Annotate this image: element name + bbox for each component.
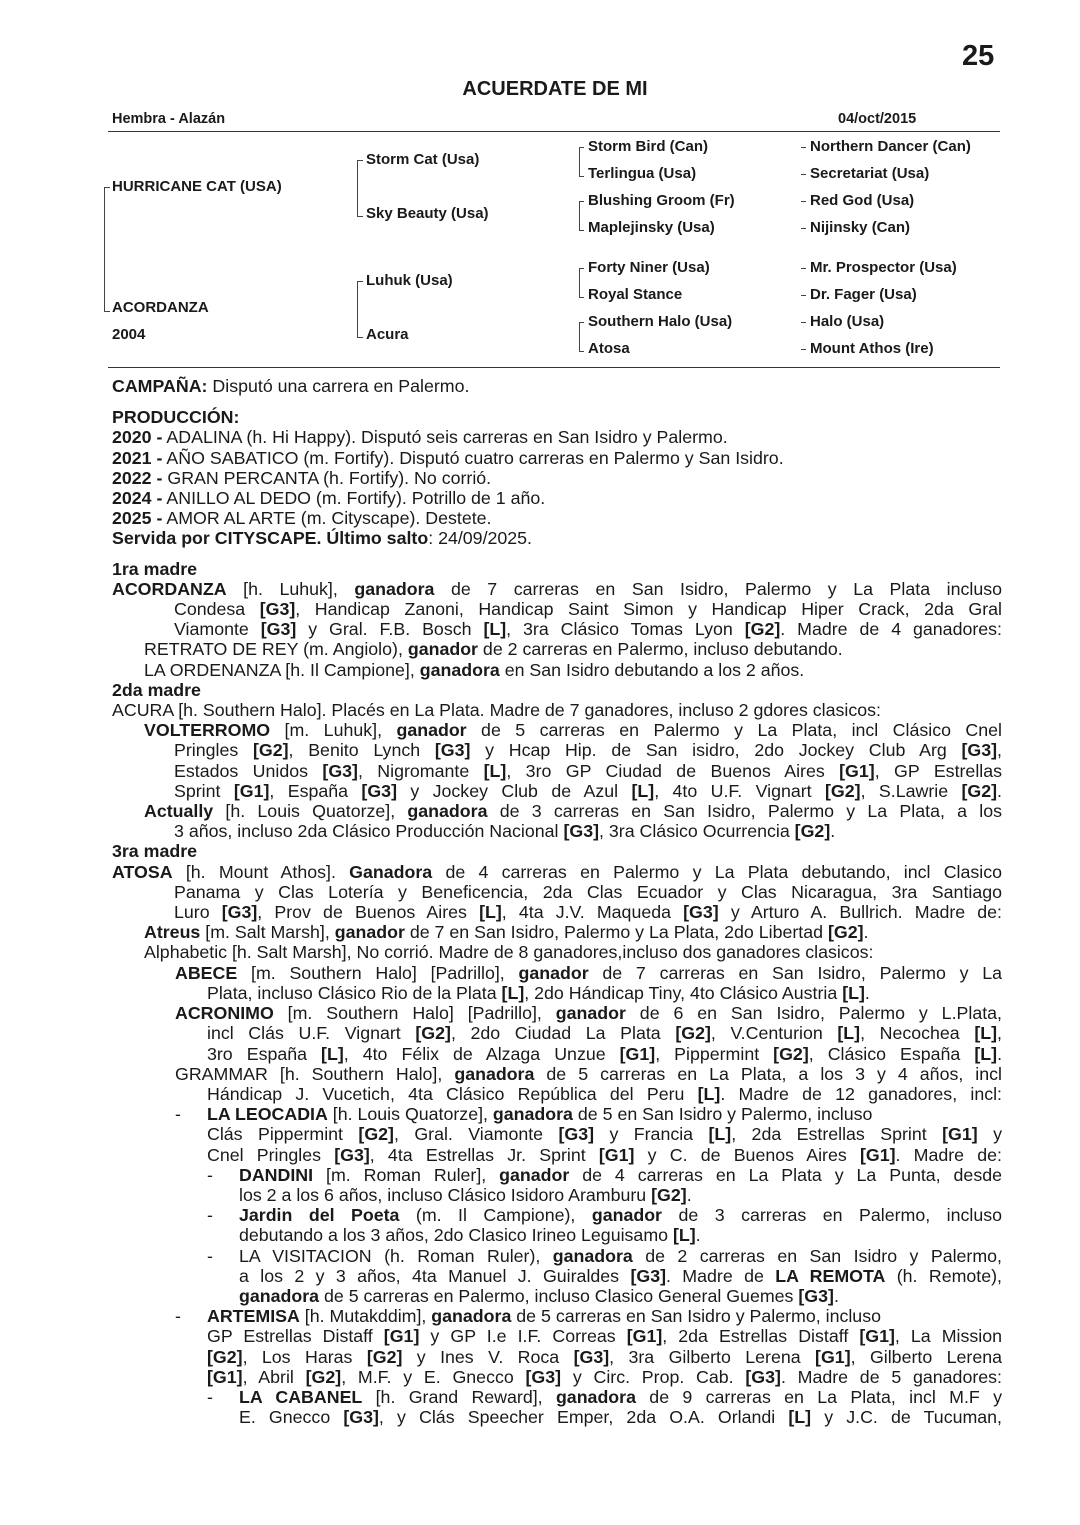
bracket-line xyxy=(801,322,806,323)
produce-entry: - DANDINI [m. Roman Ruler], ganador de 4 carreras en La Plata y La Punta, desde xyxy=(207,1164,1002,1185)
bracket-line xyxy=(357,337,363,338)
bracket-line xyxy=(579,322,580,352)
dam-entry: ACURA [h. Southern Halo]. Placés en La Plata. Madre de 7 ganadores, incluso 2 gdores clasicos: xyxy=(112,700,881,721)
bracket-line xyxy=(579,268,580,298)
first-dam-heading: 1ra madre xyxy=(112,558,198,579)
dam-entry-cont: Panama y Clas Lotería y Beneficencia, 2da Clas Ecuador y Clas Nicaragua, 3ra Santiago xyxy=(174,881,1002,902)
bracket-line xyxy=(801,228,806,229)
bracket-line xyxy=(579,147,580,177)
pedigree-g3: Atosa xyxy=(588,340,630,357)
produce-entry: RETRATO DE REY (m. Angiolo), ganador de 2 carreras en Palermo, incluso debutando. xyxy=(144,639,843,660)
bracket-line xyxy=(357,281,358,338)
pedigree-g3: Blushing Groom (Fr) xyxy=(588,192,735,209)
produce-entry: ABECE [m. Southern Halo] [Padrillo], ganador de 7 carreras en San Isidro, Palermo y La xyxy=(175,962,1002,983)
document-body xyxy=(112,376,1002,1427)
pedigree-g4: Mount Athos (Ire) xyxy=(810,340,934,357)
produce-entry: Alphabetic [h. Salt Marsh], No corrió. Madre de 8 ganadores,incluso dos ganadores clasicos: xyxy=(144,942,874,963)
produce-entry-cont: Sprint [G1], España [G3] y Jockey Club de Azul [L], 4to U.F. Vignart [G2], S.Lawrie [G2]. xyxy=(174,780,1002,801)
bracket-line xyxy=(579,268,584,269)
bracket-line xyxy=(801,147,806,148)
produce-entry: Actually [h. Louis Quatorze], ganadora de 3 carreras en San Isidro, Palermo y La Plata, a los xyxy=(144,801,1002,822)
pedigree-g3: Terlingua (Usa) xyxy=(588,165,697,182)
dam-entry-cont: Condesa [G3], Handicap Zanoni, Handicap Saint Simon y Handicap Hiper Crack, 2da Gral xyxy=(174,599,1002,620)
produce-entry-cont: los 2 a los 6 años, incluso Clásico Isidoro Aramburu [G2]. xyxy=(239,1184,692,1205)
horse-title: ACUERDATE DE MI xyxy=(462,78,648,100)
produce-entry-cont: Pringles [G2], Benito Lynch [G3] y Hcap Hip. de San isidro, 2do Jockey Club Arg [G3], xyxy=(174,740,1002,761)
bracket-line xyxy=(579,230,584,231)
produce-entry: VOLTERROMO [m. Luhuk], ganador de 5 carreras en Palermo y La Plata, incl Clásico Cnel xyxy=(144,720,1002,741)
bracket-line xyxy=(801,349,806,350)
bracket-line xyxy=(801,268,806,269)
produce-entry: - LA VISITACION (h. Roman Ruler), ganadora de 2 carreras en San Isidro y Palermo, xyxy=(207,1245,1002,1266)
dam-entry-cont: Luro [G3], Prov de Buenos Aires [L], 4ta J.V. Maqueda [G3] y Arturo A. Bullrich. Madre de: xyxy=(174,902,1003,923)
produce-entry: LA ORDENANZA [h. Il Campione], ganadora en San Isidro debutando a los 2 años. xyxy=(144,659,805,680)
campaign-text: Disputó una carrera en Palermo. xyxy=(207,376,470,396)
production-item: 2025 - AMOR AL ARTE (m. Cityscape). Destete. xyxy=(112,508,492,529)
dam-entry: ACORDANZA [h. Luhuk], ganadora de 7 carreras en San Isidro, Palermo y La Plata incluso xyxy=(112,578,1002,599)
pedigree-g4: Red God (Usa) xyxy=(810,192,915,209)
produce-entry-cont: GP Estrellas Distaff [G1] y GP I.e I.F. Correas [G1], 2da Estrellas Distaff [G1], La Mission xyxy=(207,1326,1003,1347)
pedigree-g3: Storm Bird (Can) xyxy=(588,138,708,155)
produce-entry-cont: Clás Pippermint [G2], Gral. Viamonte [G3] y Francia [L], 2da Estrellas Sprint [G1] y xyxy=(207,1124,1002,1145)
sex-color: Hembra - Alazán xyxy=(112,111,226,127)
produce-entry-cont: [G1], Abril [G2], M.F. y E. Gnecco [G3] y Circ. Prop. Cab. [G3]. Madre de 5 ganadores: xyxy=(207,1366,1002,1387)
birth-date: 04/oct/2015 xyxy=(838,111,917,127)
bracket-line xyxy=(579,201,584,202)
pedigree-g4: Nijinsky (Can) xyxy=(810,219,911,236)
page-number: 25 xyxy=(962,40,995,72)
bracket-line xyxy=(104,187,110,188)
bracket-line xyxy=(357,160,363,161)
produce-entry-cont: debutando a los 3 años, 2do Clasico Irineo Leguisamo [L]. xyxy=(239,1225,701,1246)
bracket-line xyxy=(579,147,584,148)
pedigree-dam: ACORDANZA xyxy=(112,299,209,316)
pedigree-bottom-rule xyxy=(108,367,1000,368)
pedigree-table xyxy=(0,0,1080,370)
pedigree-g2: Acura xyxy=(366,326,409,343)
pedigree-g3: Royal Stance xyxy=(588,286,683,303)
produce-entry-cont: incl Clás U.F. Vignart [G2], 2do Ciudad La Plata [G2], V.Centurion [L], Necochea [L], xyxy=(207,1023,1002,1044)
campaign-line xyxy=(112,376,1002,396)
dam-entry: ATOSA [h. Mount Athos]. Ganadora de 4 carreras en Palermo y La Plata debutando, incl Clasico xyxy=(112,861,1002,882)
produce-entry-cont: [G2], Los Haras [G2] y Ines V. Roca [G3], 3ra Gilberto Lerena [G1], Gilberto Lerena xyxy=(207,1346,1002,1367)
bracket-line xyxy=(579,351,584,352)
bracket-line xyxy=(104,187,105,312)
pedigree-g4: Halo (Usa) xyxy=(810,313,885,330)
pedigree-g4: Dr. Fager (Usa) xyxy=(810,286,917,303)
production-item: 2020 - ADALINA (h. Hi Happy). Disputó seis carreras en San Isidro y Palermo. xyxy=(112,427,728,448)
produce-entry: - LA CABANEL [h. Grand Reward], ganadora de 9 carreras en La Plata, incl M.F y xyxy=(207,1386,1002,1407)
produce-entry-cont: E. Gnecco [G3], y Clás Speecher Emper, 2da O.A. Orlandi [L] y J.C. de Tucuman, xyxy=(239,1407,1002,1428)
bracket-line xyxy=(579,322,584,323)
pedigree-g2: Sky Beauty (Usa) xyxy=(366,205,489,222)
pedigree-g2: Storm Cat (Usa) xyxy=(366,151,480,168)
production-heading: PRODUCCIÓN: xyxy=(112,407,240,428)
produce-entry: - Jardin del Poeta (m. Il Campione), ganador de 3 carreras en Palermo, incluso xyxy=(207,1205,1002,1226)
pedigree-sire: HURRICANE CAT (USA) xyxy=(112,178,282,195)
produce-entry: ACRONIMO [m. Southern Halo] [Padrillo], ganador de 6 en San Isidro, Palermo y L.Plata, xyxy=(175,1003,1002,1024)
produce-entry-cont: Plata, incluso Clásico Rio de la Plata [L], 2do Hándicap Tiny, 4to Clásico Austria [L]. xyxy=(207,982,870,1003)
pedigree-dam-year: 2004 xyxy=(112,326,146,343)
campaign-label: CAMPAÑA: xyxy=(112,376,208,396)
bracket-line xyxy=(357,160,358,217)
produce-entry-cont: Hándicap J. Vucetich, 4ta Clásico República del Peru [L]. Madre de 12 ganadores, incl: xyxy=(207,1083,1002,1104)
produce-entry-cont: Estados Unidos [G3], Nigromante [L], 3ro GP Ciudad de Buenos Aires [G1], GP Estrellas xyxy=(174,760,1002,781)
produce-entry-cont: 3 años, incluso 2da Clásico Producción Nacional [G3], 3ra Clásico Ocurrencia [G2]. xyxy=(174,821,836,842)
pedigree-g2: Luhuk (Usa) xyxy=(366,272,453,289)
pedigree-g4: Mr. Prospector (Usa) xyxy=(810,259,957,276)
produce-entry-cont: Cnel Pringles [G3], 4ta Estrellas Jr. Sprint [G1] y C. de Buenos Aires [G1]. Madre de: xyxy=(207,1144,1002,1165)
bracket-line xyxy=(357,281,363,282)
produce-entry: - LA LEOCADIA [h. Louis Quatorze], ganadora de 5 en San Isidro y Palermo, incluso xyxy=(175,1104,873,1125)
pedigree-g3: Maplejinsky (Usa) xyxy=(588,219,715,236)
production-item: 2021 - AÑO SABATICO (m. Fortify). Disputó cuatro carreras en Palermo y San Isidro. xyxy=(112,447,784,468)
pedigree-g4: Northern Dancer (Can) xyxy=(810,138,971,155)
bracket-line xyxy=(579,201,580,231)
bracket-line xyxy=(801,201,806,202)
third-dam-heading: 3ra madre xyxy=(112,841,198,862)
dam-entry-cont: Viamonte [G3] y Gral. F.B. Bosch [L], 3ra Clásico Tomas Lyon [G2]. Madre de 4 ganadores: xyxy=(174,619,1002,640)
produce-entry: - ARTEMISA [h. Mutakddim], ganadora de 5 carreras en San Isidro y Palermo, incluso xyxy=(175,1306,881,1327)
production-item: 2024 - ANILLO AL DEDO (m. Fortify). Potrillo de 1 año. xyxy=(112,488,546,509)
produce-entry: Atreus [m. Salt Marsh], ganador de 7 en San Isidro, Palermo y La Plata, 2do Libertad [G2]. xyxy=(144,922,869,943)
produce-entry: GRAMMAR [h. Southern Halo], ganadora de 5 carreras en La Plata, a los 3 y 4 años, incl xyxy=(175,1063,1002,1084)
pedigree-g3: Southern Halo (Usa) xyxy=(588,313,733,330)
bracket-line xyxy=(579,297,584,298)
bracket-line xyxy=(357,216,363,217)
bracket-line xyxy=(579,176,584,177)
produce-entry-cont: a los 2 y 3 años, 4ta Manuel J. Guiraldes [G3]. Madre de LA REMOTA (h. Remote), xyxy=(239,1265,1002,1286)
second-dam-heading: 2da madre xyxy=(112,679,201,700)
bracket-line xyxy=(801,295,806,296)
bracket-line xyxy=(801,174,806,175)
pedigree-g3: Forty Niner (Usa) xyxy=(588,259,710,276)
bracket-line xyxy=(104,311,110,312)
production-item: 2022 - GRAN PERCANTA (h. Fortify). No corrió. xyxy=(112,467,492,488)
produce-entry-cont: ganadora de 5 carreras en Palermo, incluso Clasico General Guemes [G3]. xyxy=(239,1285,839,1306)
pedigree-g4: Secretariat (Usa) xyxy=(810,165,930,182)
served-line: Servida por CITYSCAPE. Último salto: 24/09/2025. xyxy=(112,528,533,549)
produce-entry-cont: 3ro España [L], 4to Félix de Alzaga Unzue [G1], Pippermint [G2], Clásico España [L]. xyxy=(207,1043,1003,1064)
